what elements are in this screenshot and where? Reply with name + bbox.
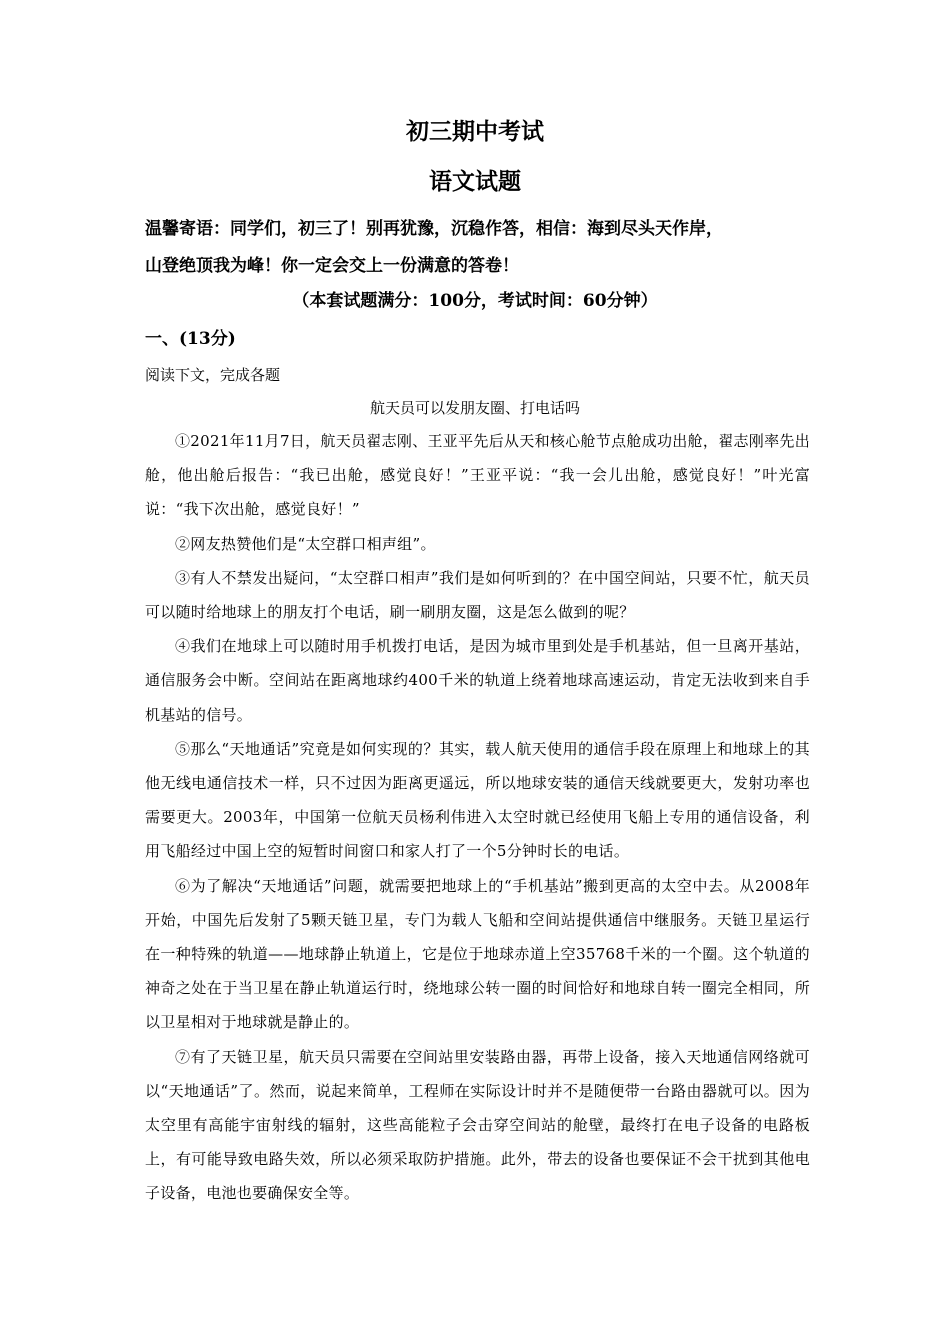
subject-title: 语文试题 [429, 168, 521, 195]
paragraph-6: ⑥为了解决“天地通话”问题，就需要把地球上的“手机基站”搬到更高的太空中去。从2008年开始，中国先后发射了5颗天链卫星，专门为载人飞船和空间站提供通信中继服务。天链卫星运行在一种特殊的轨道——地球静止轨道上，它是位于地球赤道上空35768千米的一个圈。这个轨道的神奇之处在于当卫星在静止轨道运行时，绕地球公转一圈的时间恰好和地球自转一圈完全相同，所以卫星相对于地球就是静止的。 [145, 876, 810, 1032]
section-heading: 一、(13分) [145, 329, 236, 349]
notice-line-1: 温馨寄语：同学们，初三了！别再犹豫，沉稳作答，相信：海到尽头天作岸， [145, 219, 723, 239]
notice-line-2: 山登绝顶我为峰！你一定会交上一份满意的答卷！ [145, 256, 519, 276]
paragraph-7: ⑦有了天链卫星，航天员只需要在空间站里安装路由器，再带上设备，接入天地通信网络就可以“天地通话”了。然而，说起来简单，工程师在实际设计时并不是随便带一台路由器就可以。因为太空里有高能宇宙射线的辐射，这些高能粒子会击穿空间站的舱壁，最终打在电子设备的电路板上，有可能导致电路失效，所以必须采取防护措施。此外，带去的设备也要保证不会干扰到其他电子设备，电池也要确保安全等。 [145, 1047, 810, 1203]
paragraph-5: ⑤那么“天地通话”究竟是如何实现的？其实，载人航天使用的通信手段在原理上和地球上的其他无线电通信技术一样，只不过因为距离更遥远，所以地球安装的通信天线就要更大，发射功率也需要更大。2003年，中国第一位航天员杨利伟进入太空时就已经使用飞船上专用的通信设备，利用飞船经过中国上空的短暂时间窗口和家人打了一个5分钟时长的电话。 [145, 739, 810, 861]
passage-body [145, 424, 810, 1211]
section-instruction: 阅读下文，完成各题 [145, 366, 281, 384]
paragraph-3: ③有人不禁发出疑问，“太空群口相声”我们是如何听到的？在中国空间站，只要不忙，航天员可以随时给地球上的朋友打个电话，刷一刷朋友圈，这是怎么做到的呢？ [145, 568, 810, 622]
paragraph-1: ①2021年11月7日，航天员翟志刚、王亚平先后从天和核心舱节点舱成功出舱，翟志刚率先出舱，他出舱后报告：“我已出舱，感觉良好！”王亚平说：“我一会儿出舱，感觉良好！”叶光富说：“我下次出舱，感觉良好！” [145, 432, 811, 519]
exam-info: （本套试题满分：100分，考试时间：60分钟） [292, 291, 658, 311]
paragraph-4: ④我们在地球上可以随时用手机拨打电话，是因为城市里到处是手机基站，但一旦离开基站，通信服务会中断。空间站在距离地球约400千米的轨道上绕着地球高速运动，肯定无法收到来自手机基站的信号。 [145, 637, 810, 724]
passage-title: 航天员可以发朋友圈、打电话吗 [369, 399, 580, 417]
paragraph-2: ②网友热赞他们是“太空群口相声组”。 [175, 534, 436, 553]
exam-title: 初三期中考试 [406, 118, 544, 145]
